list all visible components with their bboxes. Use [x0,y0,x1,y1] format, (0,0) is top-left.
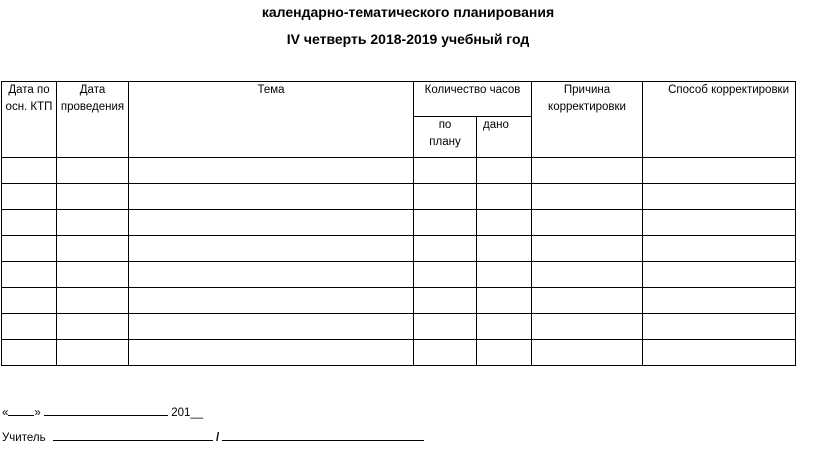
header-hours: Количество часов [414,82,532,117]
table-cell [414,210,477,236]
table-cell [643,314,796,340]
table-cell [532,262,643,288]
table-row [2,262,796,288]
table-cell [532,314,643,340]
table-cell [414,314,477,340]
table-cell [414,262,477,288]
table-cell [57,340,129,366]
table-cell [643,210,796,236]
table-cell [532,236,643,262]
table-cell [129,210,414,236]
table-cell [477,236,532,262]
table-cell [414,288,477,314]
table-row [2,158,796,184]
table-cell [477,262,532,288]
header-topic: Тема [129,82,414,158]
header-planned-line1: по [438,119,452,131]
table-row [2,236,796,262]
table-cell [477,314,532,340]
year-blank: __ [190,407,204,419]
table-cell [414,340,477,366]
header-planned-line2: плану [429,136,461,148]
year-prefix: 201 [171,407,191,419]
header-row-1 [2,82,796,117]
table-cell [129,288,414,314]
table-cell [2,314,57,340]
header-reason [532,82,643,158]
header-given: дано [477,117,532,158]
correction-table [1,81,796,366]
table-cell [129,236,414,262]
header-date-ktp [2,82,57,158]
table-cell [2,340,57,366]
table-row [2,184,796,210]
footer-teacher-line [2,428,424,444]
table-row [2,210,796,236]
table-cell [2,262,57,288]
day-blank [8,403,34,416]
table-cell [643,288,796,314]
header-date-ktp-line2: осн. КТП [5,101,53,113]
teacher-name-blank [222,428,424,441]
table-cell [643,236,796,262]
table-cell [532,340,643,366]
header-planned [414,117,477,158]
table-cell [477,340,532,366]
separator: / [215,432,220,444]
table-cell [129,184,414,210]
table-cell [532,288,643,314]
table-cell [129,262,414,288]
table-cell [57,262,129,288]
header-date-held [57,82,129,158]
header-date-ktp-line1: Дата по [8,84,50,96]
table-cell [477,184,532,210]
table-row [2,288,796,314]
table-cell [57,314,129,340]
table-cell [57,158,129,184]
header-reason-line1: Причина [563,84,611,96]
table-cell [532,210,643,236]
table-cell [532,184,643,210]
table-cell [129,158,414,184]
document-title: календарно-тематического планирования [261,4,555,20]
header-method: Способ корректировки [643,82,796,158]
header-date-held-line2: проведения [60,101,125,113]
table-cell [643,158,796,184]
table-cell [477,158,532,184]
table-cell [643,184,796,210]
table-cell [129,314,414,340]
table-cell [2,184,57,210]
table-cell [643,262,796,288]
document-subtitle: IV четверть 2018-2019 учебный год [286,31,530,47]
header-date-held-line1: Дата [79,84,106,96]
month-blank [44,403,168,416]
table-cell [2,158,57,184]
table-cell [57,184,129,210]
quote-close: » [34,407,41,419]
footer-date-line [2,403,203,419]
table-cell [57,288,129,314]
table-cell [532,158,643,184]
table-cell [129,340,414,366]
table-cell [414,236,477,262]
table-cell [477,288,532,314]
table-cell [57,210,129,236]
table-row [2,340,796,366]
table-cell [414,184,477,210]
quote-open: « [2,407,9,419]
table-cell [643,340,796,366]
header-reason-line2: корректировки [548,101,626,113]
table-cell [414,158,477,184]
table-row [2,314,796,340]
table-cell [477,210,532,236]
teacher-signature-blank [53,428,213,441]
table-cell [2,210,57,236]
table-cell [57,236,129,262]
table-cell [2,288,57,314]
teacher-label: Учитель [2,432,46,444]
table-cell [2,236,57,262]
